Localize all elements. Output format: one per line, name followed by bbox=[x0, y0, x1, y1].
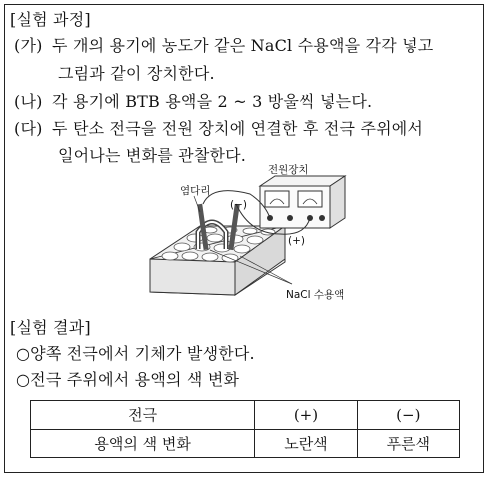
salt-bridge-label: 염다리 bbox=[180, 185, 211, 197]
result-table bbox=[30, 400, 460, 458]
observation-2: ○전극 주위에서 용액의 색 변화 bbox=[16, 370, 240, 389]
observation-1: ○양쪽 전극에서 기체가 발생한다. bbox=[16, 344, 255, 363]
table-cell: 용액의 색 변화 bbox=[31, 429, 255, 458]
process-heading: [실험 과정] bbox=[10, 10, 91, 29]
step-c-text-cont: 일어나는 변화를 관찰한다. bbox=[58, 146, 247, 165]
table-header-cell: (+) bbox=[255, 401, 357, 430]
step-a-text-cont: 그림과 같이 장치한다. bbox=[58, 64, 215, 83]
step-b-text: 각 용기에 BTB 용액을 2 ~ 3 방울씩 넣는다. bbox=[52, 92, 373, 111]
well-tray bbox=[150, 226, 285, 295]
power-supply bbox=[260, 176, 345, 228]
minus-terminal-label: (−) bbox=[230, 199, 247, 211]
result-heading: [실험 결과] bbox=[10, 318, 91, 337]
table-cell: 푸른색 bbox=[357, 429, 459, 458]
table-row bbox=[31, 429, 460, 458]
step-b-label: (나) bbox=[14, 92, 43, 111]
apparatus-figure bbox=[140, 164, 370, 314]
plus-terminal-label: (+) bbox=[288, 235, 305, 247]
table-header-cell: 전극 bbox=[31, 401, 255, 430]
table-cell: 노란색 bbox=[255, 429, 357, 458]
step-a-label: (가) bbox=[14, 36, 43, 55]
step-a-text: 두 개의 용기에 농도가 같은 NaCl 수용액을 각각 넣고 bbox=[52, 36, 434, 55]
step-c-text: 두 탄소 전극을 전원 장치에 연결한 후 전극 주위에서 bbox=[52, 119, 424, 138]
table-header-row bbox=[31, 401, 460, 430]
step-c-label: (다) bbox=[14, 119, 43, 138]
table-header-cell: (−) bbox=[357, 401, 459, 430]
power-supply-label: 전원장치 bbox=[268, 164, 309, 176]
solution-label: NaCl 수용액 bbox=[286, 289, 345, 301]
